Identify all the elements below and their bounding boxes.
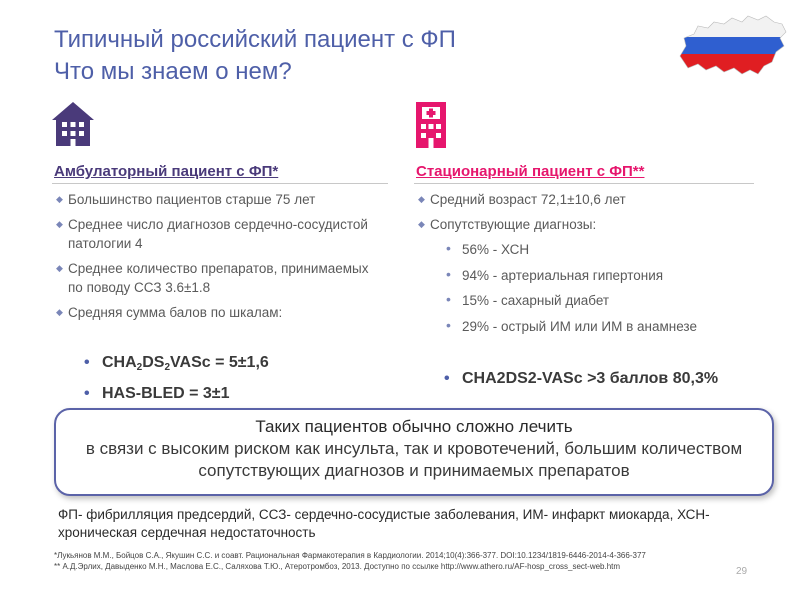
callout-body: в связи с высоким риском как инсульта, так и кровотечений, большим количеством сопутствующих диагнозов и принимаемых препаратов	[85, 439, 743, 480]
list-item: ◆ Среднее количество препаратов, принимаемых по поводу ССЗ 3.6±1.8	[56, 259, 386, 297]
score-subscript: 2	[136, 362, 143, 373]
callout-title: Таких пациентов обычно сложно лечить	[255, 417, 573, 436]
score-text: VASc = 5±1,6	[170, 354, 269, 371]
list-item: ◆ Средний возраст 72,1±10,6 лет	[418, 190, 758, 209]
callout-box	[54, 408, 774, 496]
slide-title-line1: Типичный российский пациент с ФП	[54, 26, 456, 53]
outpatient-bullet-list	[56, 190, 386, 328]
sub-list-item: • 29% - острый ИМ или ИМ в анамнезе	[418, 317, 758, 336]
list-item: ◆ Средняя сумма балов по шкалам:	[56, 303, 386, 322]
page-number: 29	[736, 566, 748, 577]
slide-title	[54, 24, 456, 88]
abbreviations-note: ФП- фибрилляция предсердий, ССЗ- сердечно-сосудистые заболевания, ИМ- инфаркт миокарда, ХСН- хроническая сердечная недостаточность	[58, 507, 710, 540]
reference-2: ** А.Д.Эрлих, Давыденко М.Н., Маслова Е.С., Саляхова Т.Ю., Атеротромбоз, 2013. Доступно по ссылке http://www.athero.ru/AF-hosp_cross_sect-web.htm	[54, 562, 621, 571]
inpatient-scores	[444, 368, 764, 394]
inpatient-bullet-list	[418, 190, 758, 342]
list-item: ◆ Большинство пациентов старше 75 лет	[56, 190, 386, 209]
russia-flag-map-icon	[676, 12, 790, 82]
slide-title-line2: Что мы знаем о нем?	[54, 58, 292, 85]
sub-list-item: • 15% - сахарный диабет	[418, 291, 758, 310]
cha2ds2-vasc-inpatient-score: • CHA2DS2-VASc >3 баллов 80,3%	[444, 368, 764, 390]
outpatient-scores	[84, 352, 384, 409]
sub-list-item: • 56% - ХСН	[418, 240, 758, 259]
inpatient-heading: Стационарный пациент с ФП**	[416, 163, 645, 180]
score-text: CHA	[102, 354, 137, 371]
score-text: DS	[142, 354, 165, 371]
list-item: ◆ Среднее число диагнозов сердечно-сосудистой патологии 4	[56, 215, 386, 253]
list-item: ◆ Сопутствующие диагнозы:	[418, 215, 758, 234]
clinic-building-icon	[48, 100, 98, 148]
sub-list-item: • 94% - артериальная гипертония	[418, 266, 758, 285]
outpatient-heading: Амбулаторный пациент с ФП*	[54, 163, 279, 180]
hospital-icon	[414, 100, 448, 150]
right-divider	[414, 183, 754, 184]
has-bled-score: • HAS-BLED = 3±1	[84, 383, 384, 405]
cha2ds2-vasc-score	[84, 352, 384, 379]
references	[54, 550, 774, 572]
left-divider	[52, 183, 388, 184]
reference-1: *Лукьянов М.М., Бойцов С.А., Якушин С.С. и соавт. Рациональная Фармакотерапия в Кардиологии. 2014;10(4):366-377. DOI:10.1234/1819-6446-2014-4-366-377	[54, 551, 646, 560]
score-subscript: 2	[164, 362, 171, 373]
